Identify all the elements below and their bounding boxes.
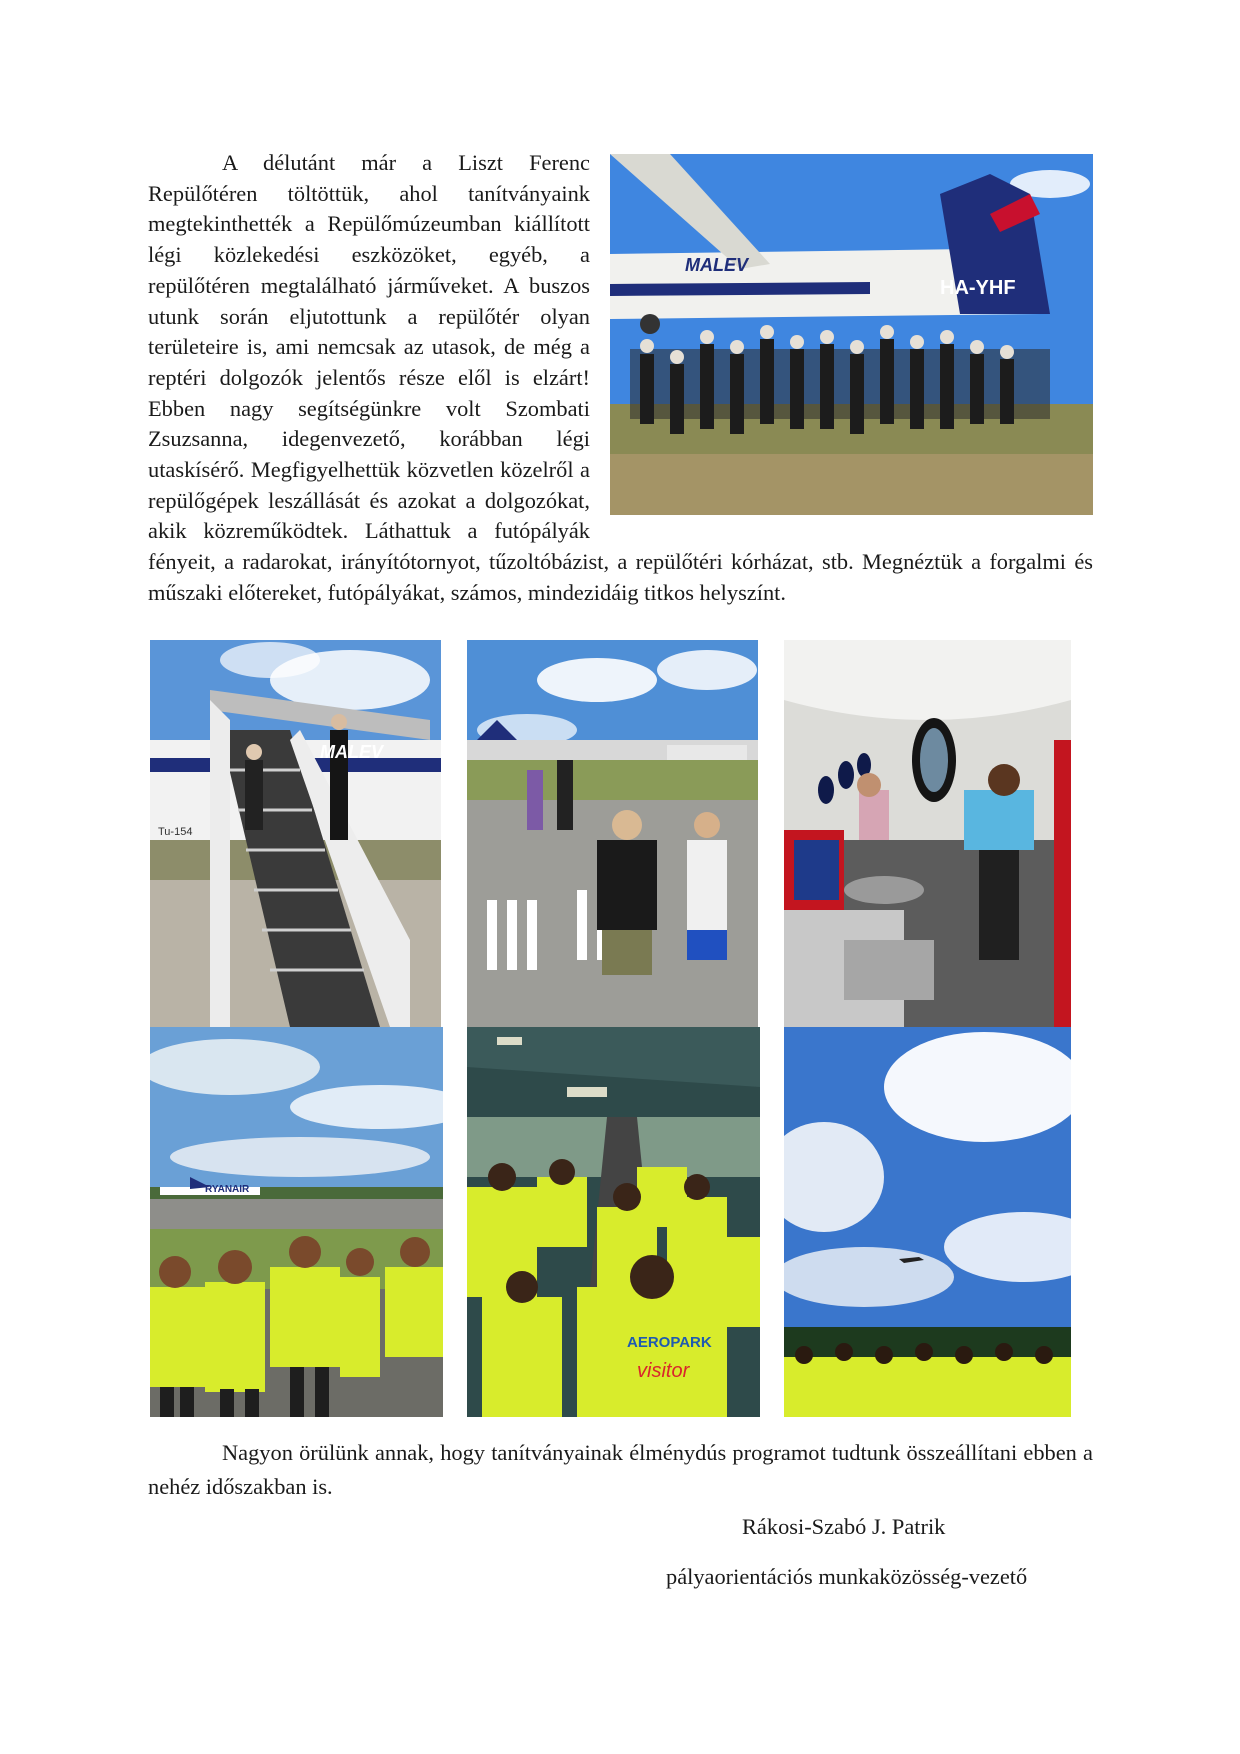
boarding-stairs-image: [150, 640, 441, 1027]
bus-tour-image: [467, 1027, 760, 1417]
closing-paragraph: Nagyon örülünk annak, hogy tanítványainak élménydús programot tudtunk összeállítani ebben a nehéz időszakban is.: [148, 1440, 1093, 1499]
photo-boarding-stairs: [150, 640, 441, 1027]
plane-brand-label: MALEV: [685, 255, 748, 275]
plane-cabin-image: [784, 640, 1071, 1027]
photo-plane-cabin: [784, 640, 1071, 1027]
landing-plane-sky-image: [784, 1027, 1071, 1417]
intro-section: [148, 148, 1093, 609]
apron-walk-image: [467, 640, 758, 1027]
runway-plane-brand-label: RYANAIR: [205, 1184, 250, 1195]
photo-bus-tour: [467, 1027, 760, 1417]
closing-section: [148, 1436, 1093, 1504]
photo-group-at-plane: [610, 154, 1093, 515]
intro-paragraph: A délutánt már a Liszt Ferenc Repülőtéren töltöttük, ahol tanítványaink megtekinthették a Repülőmúzeumban kiállított légi közlekedési eszközöket, egyéb, a repülőtéren megtalálható járműveket. A buszos utunk során eljutottunk a repülőtér olyan területeire is, ami nemcsak az utasok, de még a reptéri dolgozók jelentős része elől is elzárt! Ebben nagy segítségünkre volt Szombati Zsuzsanna, idegenvezető, korábban légi utaskísérő. Megfigyelhettük közvetlen közelről a repülőgépek leszállását és azokat a dolgozókat, akik közreműködtek. Láthattuk a futópályák fényeit, a radarokat, irányítótornyot, tűzoltóbázist, a repülőtéri kórházat, stb. Megnéztük a forgalmi és műszaki előtereket, futópályákat, számos, mindezidáig titkos helyszínt.: [148, 150, 1093, 605]
photo-landing-plane-sky: [784, 1027, 1071, 1417]
vest-brand-label: AEROPARK: [627, 1334, 712, 1351]
stairs-plane-type-label: Tu-154: [158, 826, 193, 838]
vest-visitor-label: visitor: [637, 1360, 690, 1382]
photo-apron-walk: [467, 640, 758, 1027]
stairs-plane-brand-label: MALEV: [320, 742, 383, 762]
signature-name: Rákosi-Szabó J. Patrik: [742, 1514, 946, 1539]
group-at-plane-image: [610, 154, 1093, 515]
signature-role: pályaorientációs munkaközösség-vezető: [666, 1564, 1028, 1589]
photo-runway-watch: [150, 1027, 443, 1417]
plane-registration-label: HA-YHF: [940, 277, 1016, 299]
runway-watch-image: [150, 1027, 443, 1417]
